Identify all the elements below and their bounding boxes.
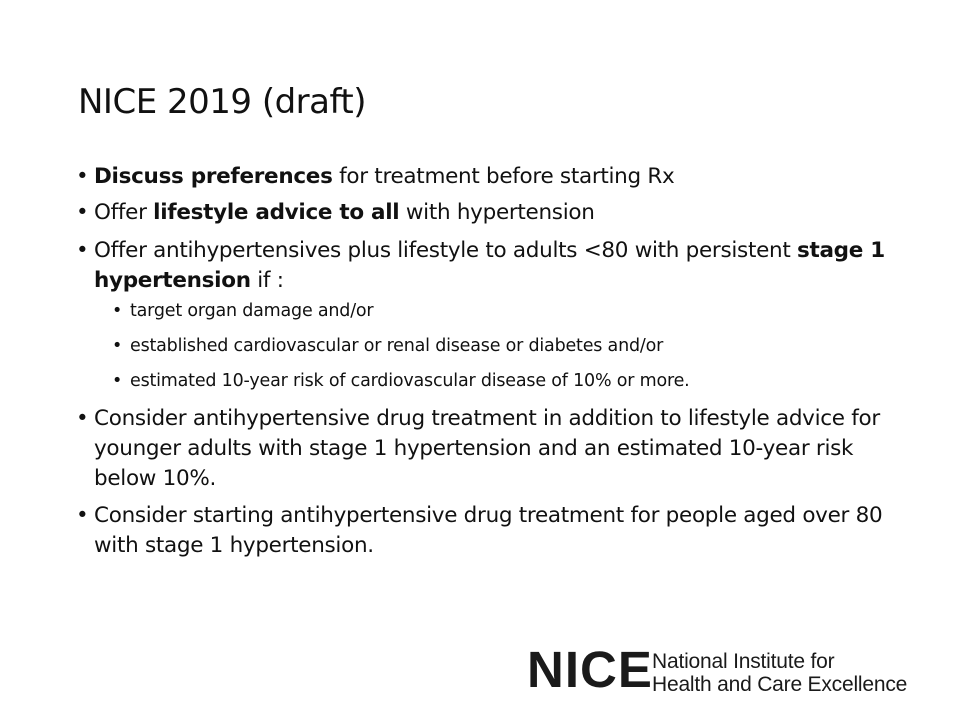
bullet-consider-over-80: • Consider starting antihypertensive drug treatment for people aged over 80 with stage 1 hypertension. xyxy=(72,501,912,561)
sub-bullet-estimated-risk: • estimated 10-year risk of cardiovascular disease of 10% or more. xyxy=(72,369,912,394)
logo-line-1: National Institute for xyxy=(652,650,835,673)
bullet-text: for treatment before starting Rx xyxy=(332,164,675,189)
slide-title: NICE 2019 (draft) xyxy=(78,82,366,122)
sub-bullet-established-disease: • established cardiovascular or renal disease or diabetes and/or xyxy=(72,334,912,359)
bullet-consider-younger-adults: • Consider antihypertensive drug treatment in addition to lifestyle advice for younger adults with stage 1 hypertension and an estimated 10-year risk below 10%. xyxy=(72,404,912,494)
bullet-lifestyle-advice xyxy=(72,198,912,228)
logo-line-2: Health and Care Excellence xyxy=(652,673,908,696)
logo-mark: NICE xyxy=(527,641,653,698)
bullet-text: Offer xyxy=(94,200,154,225)
bullet-discuss-preferences xyxy=(72,162,912,192)
bullet-bold-text: stage 1 hypertension xyxy=(94,238,885,293)
bullet-text: if : xyxy=(250,268,284,293)
slide-body xyxy=(72,162,912,561)
bullet-text: with hypertension xyxy=(399,200,595,225)
nice-logo xyxy=(527,641,927,700)
bullet-text: Offer antihypertensives plus lifestyle to adults <80 with persistent xyxy=(94,238,797,263)
bullet-bold-text: Discuss preferences xyxy=(94,164,333,189)
bullet-offer-antihypertensives xyxy=(72,236,912,296)
logo-text xyxy=(652,650,907,696)
sub-bullet-organ-damage: • target organ damage and/or xyxy=(72,299,912,324)
bullet-bold-text: lifestyle advice to all xyxy=(153,200,400,225)
